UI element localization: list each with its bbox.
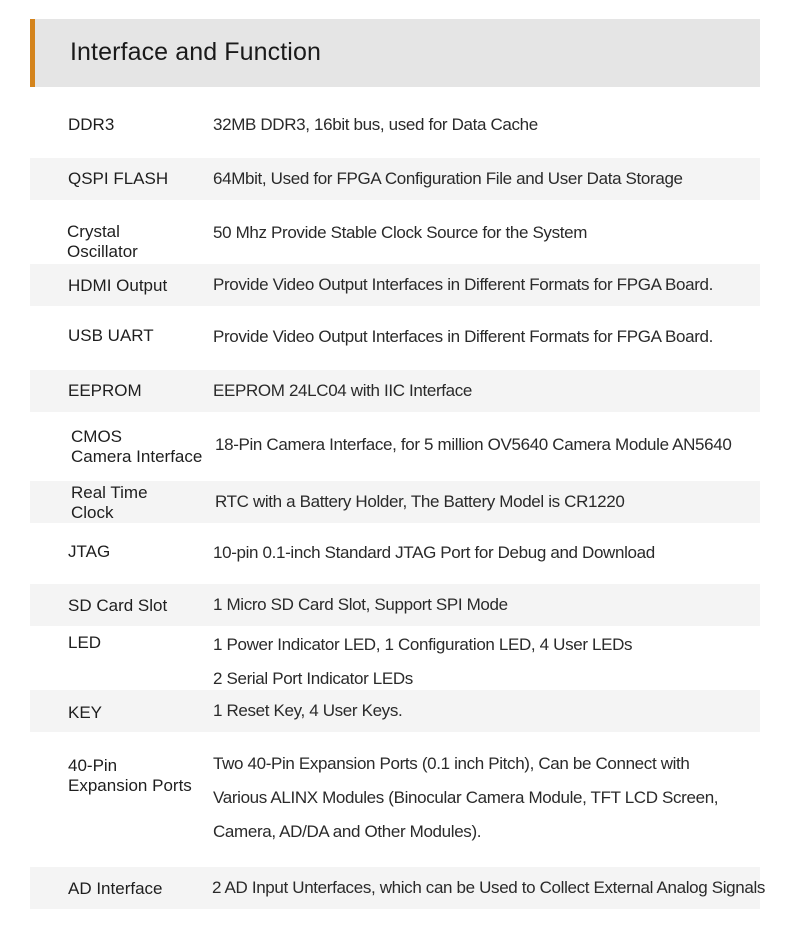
spec-label: Crystal Oscillator (67, 222, 138, 261)
spec-value: 10-pin 0.1-inch Standard JTAG Port for Debug and Download (213, 543, 655, 562)
spec-label: EEPROM (68, 381, 142, 400)
spec-label: CMOS Camera Interface (71, 427, 203, 466)
spec-label: JTAG (68, 542, 111, 561)
section-header (30, 19, 760, 87)
spec-row-cmos-camera-interface (30, 412, 760, 481)
spec-row-eeprom (30, 370, 760, 412)
spec-value: 1 Micro SD Card Slot, Support SPI Mode (213, 595, 508, 614)
section-title: Interface and Function (70, 38, 321, 66)
spec-value: Provide Video Output Interfaces in Different Formats for FPGA Board. (213, 275, 713, 294)
spec-value: 1 Reset Key, 4 User Keys. (213, 701, 403, 720)
spec-value: RTC with a Battery Holder, The Battery Model is CR1220 (215, 492, 625, 511)
spec-label: DDR3 (68, 115, 115, 134)
spec-row-40-pin-expansion-ports (30, 732, 760, 867)
spec-value: 32MB DDR3, 16bit bus, used for Data Cache (213, 115, 538, 134)
spec-value: 18-Pin Camera Interface, for 5 million OV5640 Camera Module AN5640 (215, 435, 732, 454)
spec-row-crystal-oscillator (30, 200, 760, 264)
spec-label: SD Card Slot (68, 596, 168, 615)
spec-row-key (30, 690, 760, 732)
spec-label: Real Time Clock (71, 483, 148, 522)
spec-row-real-time-clock (30, 481, 760, 523)
spec-row-sd-card-slot (30, 584, 760, 626)
spec-value: 50 Mhz Provide Stable Clock Source for the System (213, 223, 588, 242)
spec-row-ad-interface (30, 867, 766, 909)
spec-row-qspi-flash (30, 158, 760, 200)
spec-value: 2 AD Input Unterfaces, which can be Used to Collect External Analog Signals (212, 878, 766, 897)
spec-row-led (30, 626, 760, 690)
spec-row-ddr3 (30, 100, 760, 158)
spec-value: Two 40-Pin Expansion Ports (0.1 inch Pitch), Can be Connect with Various ALINX Modules (Binocular Camera Module, TFT LCD Screen, Camera, AD/DA and Other Modules). (213, 754, 719, 841)
spec-value: Provide Video Output Interfaces in Different Formats for FPGA Board. (213, 327, 713, 346)
spec-value: 1 Power Indicator LED, 1 Configuration LED, 4 User LEDs 2 Serial Port Indicator LEDs (213, 635, 633, 688)
spec-row-usb-uart (30, 306, 760, 370)
spec-label: LED (68, 633, 102, 652)
spec-value: EEPROM 24LC04 with IIC Interface (213, 381, 473, 400)
spec-label: AD Interface (68, 879, 163, 898)
spec-label: KEY (68, 703, 103, 722)
spec-row-jtag (30, 523, 760, 584)
spec-label: HDMI Output (68, 276, 168, 295)
spec-row-hdmi-output (30, 264, 760, 306)
spec-label: 40-Pin Expansion Ports (68, 756, 192, 795)
spec-label: QSPI FLASH (68, 169, 169, 188)
spec-value: 64Mbit, Used for FPGA Configuration File and User Data Storage (213, 169, 683, 188)
spec-label: USB UART (68, 326, 154, 345)
